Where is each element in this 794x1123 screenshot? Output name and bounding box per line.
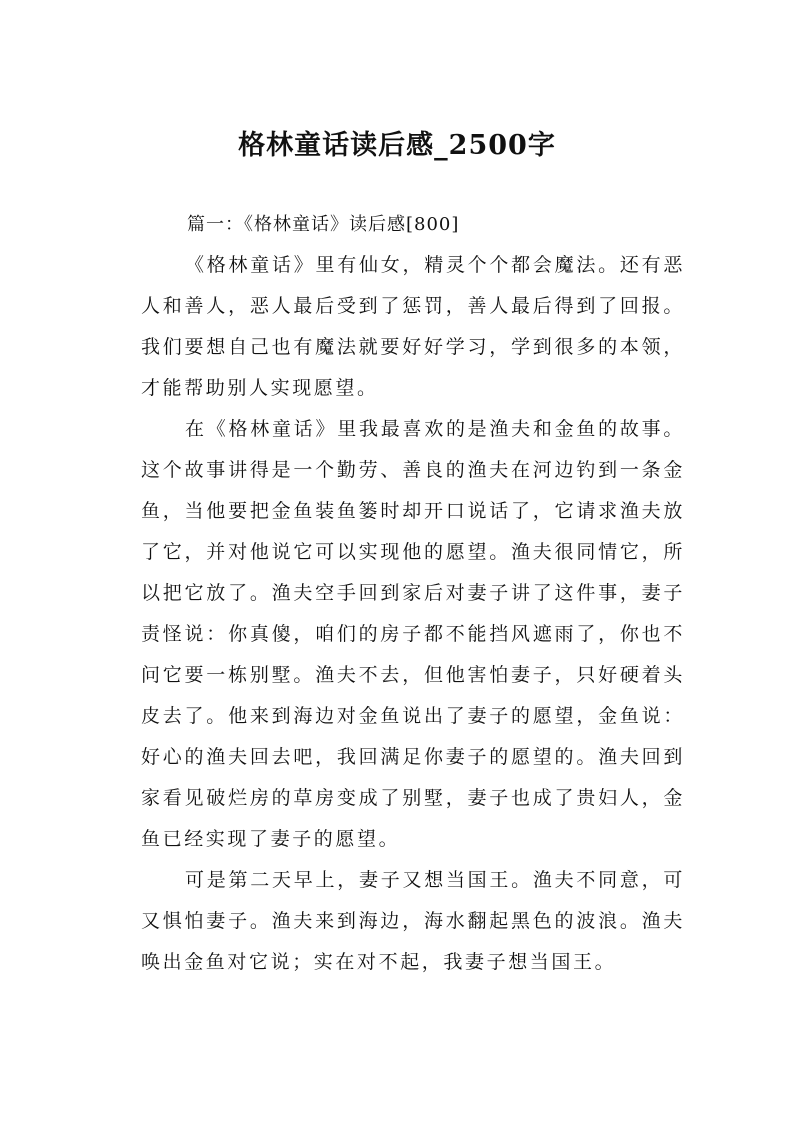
document-body (141, 205, 685, 983)
section-heading: 篇一：《格林童话》读后感[800] (187, 214, 460, 235)
paragraph-1: 《格林童话》里有仙女，精灵个个都会魔法。还有恶人和善人，恶人最后受到了惩罚，善人最后得到了回报。我们要想自己也有魔法就要好好学习，学到很多的本领，才能帮助别人实现愿望。 (141, 254, 685, 399)
paragraph-3: 可是第二天早上，妻子又想当国王。渔夫不同意，可又惧怕妻子。渔夫来到海边，海水翻起黑色的波浪。渔夫唤出金鱼对它说；实在对不起，我妻子想当国王。 (141, 869, 685, 973)
document-title: 格林童话读后感_2500字 (238, 130, 556, 162)
paragraph-2: 在《格林童话》里我最喜欢的是渔夫和金鱼的故事。这个故事讲得是一个勤劳、善良的渔夫在河边钓到一条金鱼，当他要把金鱼装鱼篓时却开口说话了，它请求渔夫放了它，并对他说它可以实现他的愿望。渔夫很同情它，所以把它放了。渔夫空手回到家后对妻子讲了这件事，妻子责怪说：你真傻，咱们的房子都不能挡风遮雨了，你也不问它要一栋别墅。渔夫不去，但他害怕妻子，只好硬着头皮去了。他来到海边对金鱼说出了妻子的愿望，金鱼说：好心的渔夫回去吧，我回满足你妻子的愿望的。渔夫回到家看见破烂房的草房变成了别墅，妻子也成了贵妇人，金鱼已经实现了妻子的愿望。 (141, 418, 685, 850)
